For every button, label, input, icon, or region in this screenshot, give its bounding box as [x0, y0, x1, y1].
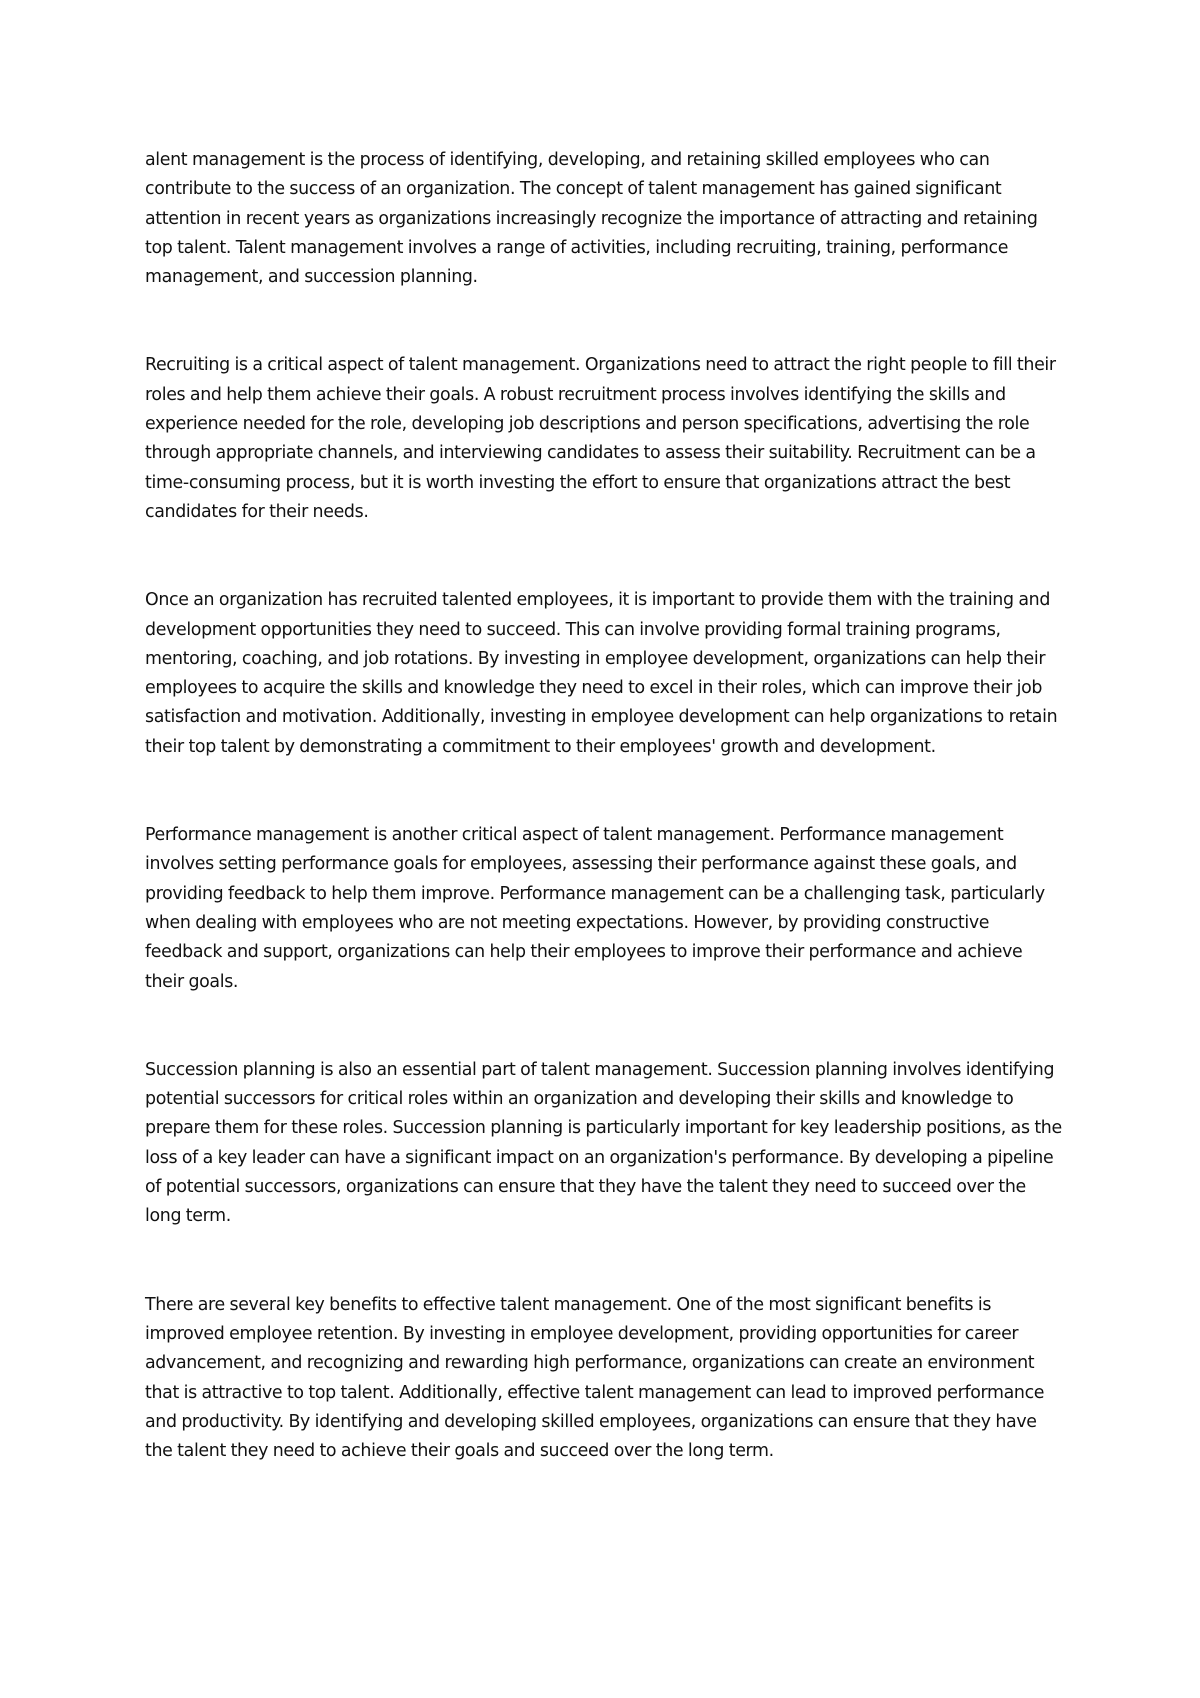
paragraph-recruiting: Recruiting is a critical aspect of talent management. Organizations need to attract the right people to fill their roles and help them achieve their goals. A robust recruitment process involves identifying the skills and experience needed for the role, developing job descriptions and person specifications, advertising the role through appropriate channels, and interviewing candidates to assess their suitability. Recruitment can be a time-consuming process, but it is worth investing the effort to ensure that organizations attract the best candidates for their needs.: [145, 355, 1056, 522]
document-body: [145, 146, 1065, 1466]
paragraph-succession: Succession planning is also an essential part of talent management. Succession planning involves identifying potential successors for critical roles within an organization and developing their skills and knowledge to prepare them for these roles. Succession planning is particularly important for key leadership positions, as the loss of a key leader can have a significant impact on an organization's performance. By developing a pipeline of potential successors, organizations can ensure that they have the talent they need to succeed over the long term.: [145, 1059, 1062, 1227]
paragraph-intro: alent management is the process of identifying, developing, and retaining skilled employees who can contribute to the success of an organization. The concept of talent management has gained significant attention in recent years as organizations increasingly recognize the importance of attracting and retaining top talent. Talent management involves a range of activities, including recruiting, training, performance management, and succession planning.: [145, 150, 1038, 288]
paragraph-training: Once an organization has recruited talented employees, it is important to provide them with the training and development opportunities they need to succeed. This can involve providing formal training programs, mentoring, coaching, and job rotations. By investing in employee development, organizations can help their employees to acquire the skills and knowledge they need to excel in their roles, which can improve their job satisfaction and motivation. Additionally, investing in employee development can help organizations to retain their top talent by demonstrating a commitment to their employees' growth and development.: [145, 590, 1058, 757]
paragraph-performance: Performance management is another critical aspect of talent management. Performance management involves setting performance goals for employees, assessing their performance against these goals, and providing feedback to help them improve. Performance management can be a challenging task, particularly when dealing with employees who are not meeting expectations. However, by providing constructive feedback and support, organizations can help their employees to improve their performance and achieve their goals.: [145, 825, 1045, 992]
paragraph-benefits: There are several key benefits to effective talent management. One of the most significant benefits is improved employee retention. By investing in employee development, providing opportunities for career advancement, and recognizing and rewarding high performance, organizations can create an environment that is attractive to top talent. Additionally, effective talent management can lead to improved performance and productivity. By identifying and developing skilled employees, organizations can ensure that they have the talent they need to achieve their goals and succeed over the long term.: [145, 1294, 1045, 1462]
